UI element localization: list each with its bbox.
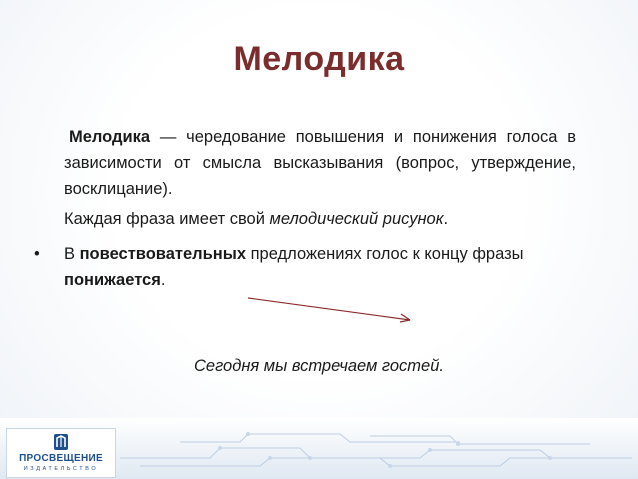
bullet-suffix: .: [160, 271, 166, 289]
falling-intonation-arrow: [246, 294, 418, 326]
bullet-prefix: В: [64, 245, 80, 263]
definition-term: Мелодика: [69, 128, 151, 146]
bullet-text: [64, 241, 594, 293]
phrase-prefix: Каждая фраза имеет свой: [64, 210, 270, 228]
slide-title: Мелодика: [233, 40, 405, 78]
publisher-logo: [6, 428, 116, 478]
publisher-name: ПРОСВЕЩЕНИЕ: [19, 453, 103, 464]
definition-paragraph: [64, 124, 576, 202]
bullet-middle: предложениях голос к концу фразы: [246, 245, 524, 263]
publisher-subtitle: ИЗДАТЕЛЬСТВО: [23, 466, 99, 472]
publisher-emblem-icon: [53, 433, 69, 451]
phrase-emphasis: мелодический рисунок: [269, 210, 444, 228]
phrase-paragraph: [64, 206, 576, 232]
footer-decoration: [120, 428, 632, 472]
phrase-suffix: .: [443, 210, 449, 228]
bullet-marker: •: [34, 245, 40, 263]
footer: [0, 418, 638, 479]
bullet-bold-narrative: повествовательных: [79, 245, 247, 263]
bullet-bold-lowers: понижается: [64, 271, 161, 289]
definition-text: — чередование повышения и понижения голоса в зависимости от смысла высказывания (вопрос, утверждение, восклицание).: [64, 128, 576, 198]
example-sentence: Сегодня мы встречаем гостей.: [193, 357, 444, 375]
